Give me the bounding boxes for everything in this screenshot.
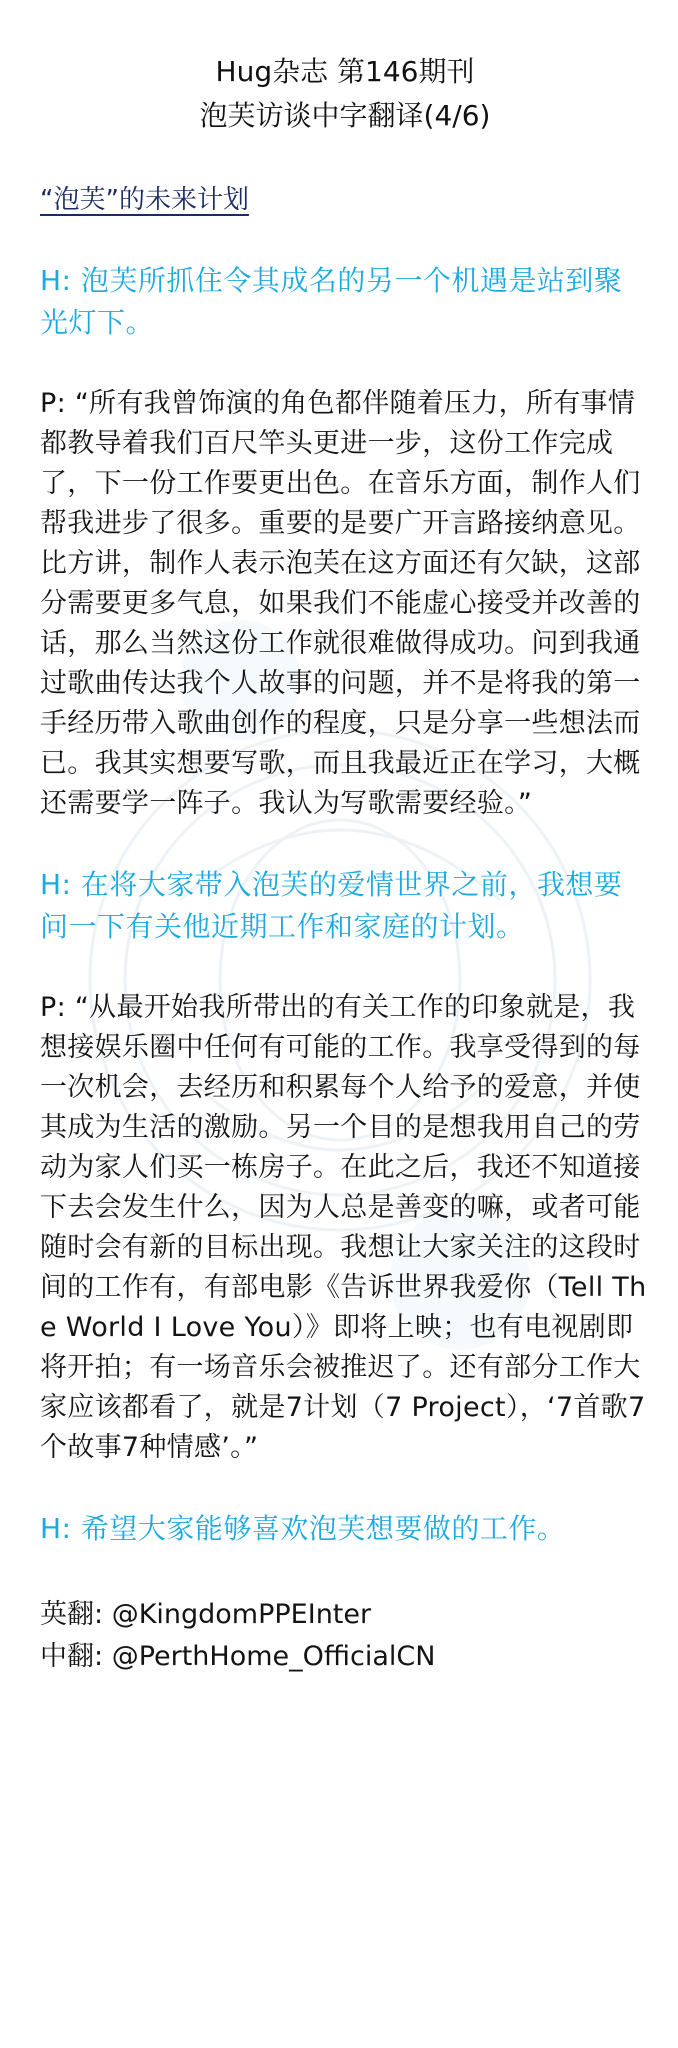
credit-chinese <box>40 1636 650 1678</box>
closing-note: H: 希望大家能够喜欢泡芙想要做的工作。 <box>40 1512 566 1545</box>
credit-english <box>40 1594 650 1636</box>
credits <box>40 1594 650 1678</box>
section-heading: “泡芙”的未来计划 <box>40 185 249 215</box>
credit-chinese-handle[interactable]: @PerthHome_OfficialCN <box>111 1641 436 1672</box>
article <box>40 50 650 1678</box>
credit-english-handle[interactable]: @KingdomPPEInter <box>111 1599 372 1630</box>
question-2: H: 在将大家带入泡芙的爱情世界之前，我想要问一下有关他近期工作和家庭的计划。 <box>40 868 623 943</box>
answer-1: P: “所有我曾饰演的角色都伴随着压力，所有事情都教导着我们百尺竿头更进一步，这份工作完成了，下一份工作要更出色。在音乐方面，制作人们帮我进步了很多。重要的是要广开言路接纳意见。比方讲，制作人表示泡芙在这方面还有欠缺，这部分需要更多气息，如果我们不能虚心接受并改善的话，那么当然这份工作就很难做得成功。问到我通过歌曲传达我个人故事的问题，并不是将我的第一手经历带入歌曲创作的程度，只是分享一些想法而已。我其实想要写歌，而且我最近正在学习，大概还需要学一阵子。我认为写歌需要经验。” <box>40 388 641 819</box>
credit-chinese-label: 中翻: <box>40 1641 112 1672</box>
question-1: H: 泡芙所抓住令其成名的另一个机遇是站到聚光灯下。 <box>40 264 623 339</box>
article-subtitle: 泡芙访谈中字翻译(4/6) <box>199 99 491 132</box>
credit-english-label: 英翻: <box>40 1599 112 1630</box>
answer-2: P: “从最开始我所带出的有关工作的印象就是，我想接娱乐圈中任何有可能的工作。我享受得到的每一次机会，去经历和积累每个人给予的爱意，并使其成为生活的激励。另一个目的是想我用自己的劳动为家人们买一栋房子。在此之后，我还不知道接下去会发生什么，因为人总是善变的嘛，或者可能随时会有新的目标出现。我想让大家关注的这段时间的工作有，有部电影《告诉世界我爱你（Tell The World I Love You）》即将上映；也有电视剧即将开拍；有一场音乐会被推迟了。还有部分工作大家应该都看了，就是7计划（7 Project），‘7首歌7个故事7种情感’。” <box>40 992 647 1463</box>
magazine-title: Hug杂志 第146期刊 <box>215 55 475 88</box>
